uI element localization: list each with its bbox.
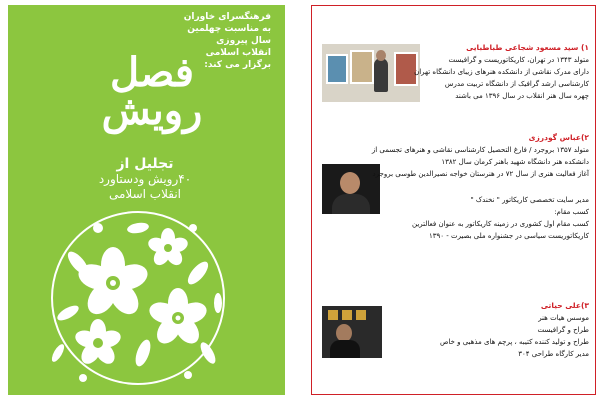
- profile-line: متولد ۱۳۴۳ در تهران، کاریکاتوریست و گرافیست: [448, 56, 589, 64]
- profile-line: مدیر سایت تخصصی کاریکاتور " نخندک ": [470, 196, 589, 204]
- profile-text-1: [389, 42, 589, 102]
- profile-title: ۳)علی حیاتی: [540, 301, 589, 310]
- logo-word: رویش: [101, 87, 203, 134]
- subtitle-line: انقلاب اسلامی: [109, 187, 181, 201]
- profiles-panel: [311, 5, 596, 395]
- logo-word: فصل: [109, 49, 195, 96]
- tagline-line: انقلاب اسلامی: [205, 48, 271, 58]
- subtitle-line: تجلیل از: [116, 156, 174, 172]
- tagline-line: سال پیروزی: [216, 36, 271, 46]
- poster: [8, 5, 285, 395]
- profile-line: کاریکاتوریست سیاسی در جشنواره ملی بصیرت - ۱۳۹۰: [428, 232, 589, 240]
- profile-line: کسب مقام:: [554, 208, 589, 216]
- profile-line: چهره سال هنر انقلاب در سال ۱۳۹۶ می باشند: [455, 92, 589, 100]
- profile-text-3: [389, 300, 589, 360]
- profile-line: کارشناسی ارشد گرافیک از دانشگاه تربیت مدرس: [444, 80, 589, 88]
- profile-text-2: [321, 132, 589, 242]
- poster-logo: [67, 47, 237, 147]
- floral-illustration-icon: [38, 203, 238, 385]
- profile-line: طراح و تولید کننده کتیبه ، پرچم های مذهبی و خاص: [439, 338, 589, 346]
- profile-line: کسب مقام اول کشوری در زمینه کاریکاتور به عنوان فعالترین: [412, 220, 589, 228]
- profile-line: دانشکده هنر دانشگاه شهید باهنر کرمان سال ۱۳۸۲: [441, 158, 589, 166]
- profile-line: موسس هیات هنر: [538, 314, 589, 322]
- profile-line: مدیر کارگاه طراحی ۳۰۴: [518, 350, 589, 358]
- profile-line: دارای مدرک نقاشی از دانشکده هنرهای زیبای دانشگاه تهران: [414, 68, 589, 76]
- profile-entry-2: [312, 126, 595, 296]
- tagline-line: به مناسبت چهلمین: [187, 24, 271, 34]
- poster-subtitle: [75, 157, 215, 202]
- tagline-line: فرهنگسرای خاوران: [183, 12, 271, 22]
- profile-line: آغاز فعالیت هنری از سال ۷۲ در هنرستان خواجه نصیرالدین طوسی بروجرد: [372, 170, 589, 178]
- profile-title: ۱) سید مسعود شجاعی طباطبایی: [466, 43, 589, 52]
- profile-entry-1: [312, 6, 595, 126]
- tagline-line: برگزار می کند:: [204, 60, 271, 70]
- profile-line: طراح و گرافیست: [537, 326, 589, 334]
- profile-entry-3: [312, 296, 595, 396]
- profile-line: متولد ۱۳۵۷ بروجرد / فارغ التحصیل کارشناسی نقاشی و هنرهای تجسمی از: [371, 146, 589, 154]
- profile-title: ۲)عباس گودرزی: [528, 133, 589, 142]
- profile-photo-3: [322, 306, 382, 358]
- subtitle-line: ۴۰رویش ودستاورد: [98, 172, 192, 186]
